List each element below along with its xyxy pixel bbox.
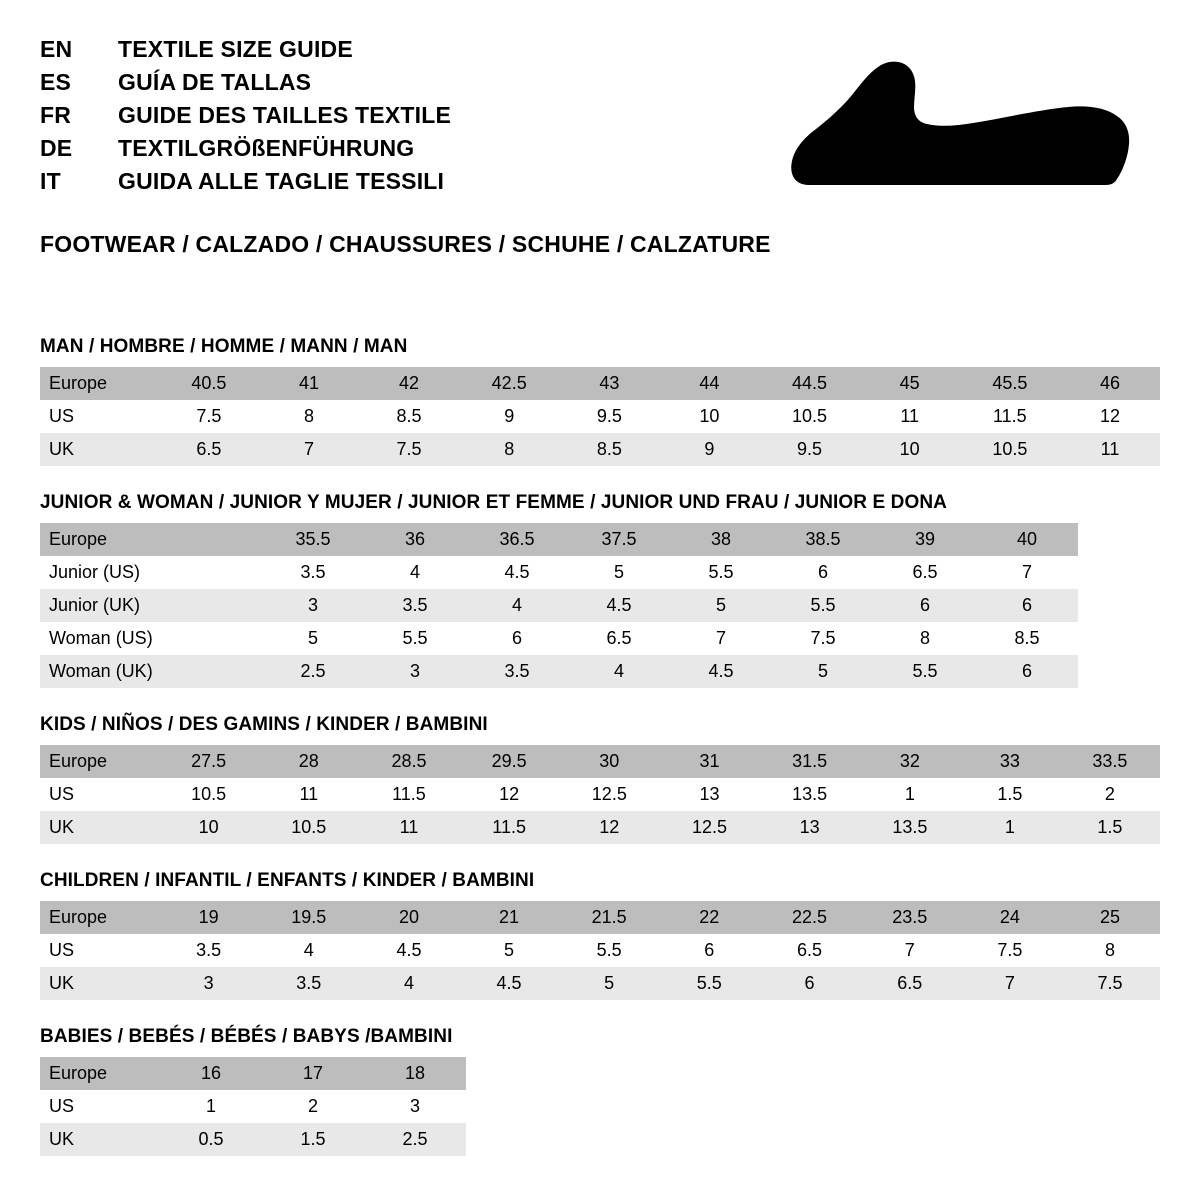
size-cell: 19 bbox=[159, 901, 259, 934]
size-cell: 13.5 bbox=[860, 811, 960, 844]
size-cell: 22.5 bbox=[759, 901, 859, 934]
size-cell: 11.5 bbox=[960, 400, 1060, 433]
size-cell: 33.5 bbox=[1060, 745, 1160, 778]
size-cell: 40.5 bbox=[159, 367, 259, 400]
size-cell: 2 bbox=[262, 1090, 364, 1123]
size-cell: 1.5 bbox=[960, 778, 1060, 811]
size-cell: 38.5 bbox=[772, 523, 874, 556]
size-table bbox=[40, 745, 1160, 844]
row-label: UK bbox=[40, 967, 159, 1000]
language-code: DE bbox=[40, 135, 73, 161]
size-cell: 1 bbox=[160, 1090, 262, 1123]
language-title: GUIDA ALLE TAGLIE TESSILI bbox=[118, 168, 445, 194]
size-cell: 1 bbox=[860, 778, 960, 811]
size-cell: 13 bbox=[760, 811, 860, 844]
size-cell: 3.5 bbox=[364, 589, 466, 622]
table-row bbox=[40, 934, 1160, 967]
size-cell: 31 bbox=[659, 745, 759, 778]
size-cell: 3 bbox=[262, 589, 364, 622]
table-row bbox=[40, 967, 1160, 1000]
size-cell: 3 bbox=[159, 967, 259, 1000]
size-cell bbox=[160, 523, 262, 556]
size-cell: 44 bbox=[659, 367, 759, 400]
row-label: US bbox=[40, 934, 159, 967]
size-cell: 37.5 bbox=[568, 523, 670, 556]
size-cell: 7.5 bbox=[772, 622, 874, 655]
size-cell: 11.5 bbox=[359, 778, 459, 811]
size-section-title: CHILDREN / INFANTIL / ENFANTS / KINDER / BAMBINI bbox=[40, 870, 535, 891]
size-cell: 7.5 bbox=[960, 934, 1060, 967]
size-cell: 10 bbox=[860, 433, 960, 466]
language-title-list bbox=[40, 36, 451, 201]
size-cell: 46 bbox=[1060, 367, 1160, 400]
size-cell: 43 bbox=[559, 367, 659, 400]
size-cell: 36.5 bbox=[466, 523, 568, 556]
size-cell: 10.5 bbox=[759, 400, 859, 433]
size-section-title: JUNIOR & WOMAN / JUNIOR Y MUJER / JUNIOR ET FEMME / JUNIOR UND FRAU / JUNIOR E DONA bbox=[40, 492, 948, 513]
size-cell: 31.5 bbox=[760, 745, 860, 778]
page-header bbox=[40, 36, 1160, 201]
size-cell: 40 bbox=[976, 523, 1078, 556]
table-row bbox=[40, 811, 1160, 844]
size-cell: 5.5 bbox=[659, 967, 759, 1000]
table-row bbox=[40, 589, 1078, 622]
size-cell: 4 bbox=[568, 655, 670, 688]
size-cell: 8.5 bbox=[359, 400, 459, 433]
row-label: Junior (UK) bbox=[40, 589, 160, 622]
size-cell: 19.5 bbox=[259, 901, 359, 934]
size-cell: 32 bbox=[860, 745, 960, 778]
size-cell: 23.5 bbox=[860, 901, 960, 934]
size-cell: 28.5 bbox=[359, 745, 459, 778]
language-title: GUÍA DE TALLAS bbox=[118, 69, 312, 95]
size-cell: 6.5 bbox=[759, 934, 859, 967]
size-cell: 10.5 bbox=[259, 811, 359, 844]
size-cell: 29.5 bbox=[459, 745, 559, 778]
size-cell: 7.5 bbox=[359, 433, 459, 466]
size-cell: 4.5 bbox=[459, 967, 559, 1000]
size-cell bbox=[160, 655, 262, 688]
size-cell: 6.5 bbox=[568, 622, 670, 655]
size-cell: 11 bbox=[259, 778, 359, 811]
size-cell: 20 bbox=[359, 901, 459, 934]
size-table bbox=[40, 523, 1078, 688]
row-label: Europe bbox=[40, 367, 159, 400]
size-cell: 2.5 bbox=[364, 1123, 466, 1156]
size-cell bbox=[160, 589, 262, 622]
size-tables-container bbox=[40, 336, 1160, 1156]
size-table bbox=[40, 367, 1160, 466]
table-row bbox=[40, 556, 1078, 589]
language-row bbox=[40, 36, 451, 69]
size-cell: 10.5 bbox=[159, 778, 259, 811]
size-cell: 8 bbox=[259, 400, 359, 433]
language-code: EN bbox=[40, 36, 73, 62]
size-cell: 4 bbox=[364, 556, 466, 589]
size-cell: 42.5 bbox=[459, 367, 559, 400]
row-label: US bbox=[40, 400, 159, 433]
size-cell: 9 bbox=[659, 433, 759, 466]
size-cell: 22 bbox=[659, 901, 759, 934]
size-cell: 45 bbox=[860, 367, 960, 400]
size-section bbox=[40, 714, 1160, 844]
size-cell: 45.5 bbox=[960, 367, 1060, 400]
size-cell: 11 bbox=[359, 811, 459, 844]
size-cell: 5.5 bbox=[874, 655, 976, 688]
size-cell: 5 bbox=[559, 967, 659, 1000]
language-title: TEXTILE SIZE GUIDE bbox=[118, 36, 353, 62]
size-cell: 25 bbox=[1060, 901, 1160, 934]
size-section bbox=[40, 1026, 1160, 1156]
size-cell: 12 bbox=[459, 778, 559, 811]
size-cell bbox=[160, 622, 262, 655]
size-cell: 16 bbox=[160, 1057, 262, 1090]
size-cell: 3 bbox=[364, 655, 466, 688]
size-cell: 4.5 bbox=[466, 556, 568, 589]
table-row bbox=[40, 655, 1078, 688]
size-cell: 10 bbox=[159, 811, 259, 844]
size-cell: 42 bbox=[359, 367, 459, 400]
size-cell: 6.5 bbox=[159, 433, 259, 466]
language-title: GUIDE DES TAILLES TEXTILE bbox=[118, 102, 451, 128]
size-cell: 6.5 bbox=[860, 967, 960, 1000]
size-cell: 0.5 bbox=[160, 1123, 262, 1156]
size-cell: 8.5 bbox=[559, 433, 659, 466]
size-section bbox=[40, 492, 1160, 688]
size-cell bbox=[160, 556, 262, 589]
row-label: Europe bbox=[40, 745, 159, 778]
size-cell: 33 bbox=[960, 745, 1060, 778]
size-section-title: MAN / HOMBRE / HOMME / MANN / MAN bbox=[40, 336, 408, 357]
category-line: FOOTWEAR / CALZADO / CHAUSSURES / SCHUHE / CALZATURE bbox=[40, 231, 771, 257]
size-cell: 4.5 bbox=[568, 589, 670, 622]
size-section-title: KIDS / NIÑOS / DES GAMINS / KINDER / BAMBINI bbox=[40, 714, 488, 735]
table-row bbox=[40, 745, 1160, 778]
size-cell: 13.5 bbox=[760, 778, 860, 811]
table-row bbox=[40, 523, 1078, 556]
size-cell: 10.5 bbox=[960, 433, 1060, 466]
size-cell: 6 bbox=[466, 622, 568, 655]
row-label: Europe bbox=[40, 1057, 160, 1090]
size-cell: 1.5 bbox=[1060, 811, 1160, 844]
row-label: UK bbox=[40, 811, 159, 844]
size-cell: 44.5 bbox=[759, 367, 859, 400]
size-cell: 21.5 bbox=[559, 901, 659, 934]
size-cell: 21 bbox=[459, 901, 559, 934]
size-cell: 11 bbox=[1060, 433, 1160, 466]
size-cell: 5.5 bbox=[559, 934, 659, 967]
size-cell: 8.5 bbox=[976, 622, 1078, 655]
language-code: IT bbox=[40, 168, 61, 194]
header-spacer bbox=[40, 258, 1160, 310]
size-cell: 7 bbox=[960, 967, 1060, 1000]
row-label: UK bbox=[40, 1123, 160, 1156]
size-cell: 6 bbox=[976, 655, 1078, 688]
size-table bbox=[40, 1057, 466, 1156]
table-row bbox=[40, 778, 1160, 811]
size-cell: 36 bbox=[364, 523, 466, 556]
size-table bbox=[40, 901, 1160, 1000]
table-row bbox=[40, 1090, 466, 1123]
size-cell: 9.5 bbox=[559, 400, 659, 433]
row-label: Europe bbox=[40, 523, 160, 556]
size-cell: 6 bbox=[772, 556, 874, 589]
size-cell: 13 bbox=[659, 778, 759, 811]
size-cell: 1.5 bbox=[262, 1123, 364, 1156]
row-label: Europe bbox=[40, 901, 159, 934]
size-cell: 5 bbox=[670, 589, 772, 622]
size-cell: 5 bbox=[568, 556, 670, 589]
size-cell: 3.5 bbox=[259, 967, 359, 1000]
size-cell: 4 bbox=[466, 589, 568, 622]
size-cell: 38 bbox=[670, 523, 772, 556]
language-title: TEXTILGRÖßENFÜHRUNG bbox=[118, 135, 415, 161]
size-cell: 6 bbox=[976, 589, 1078, 622]
size-cell: 12 bbox=[559, 811, 659, 844]
language-row bbox=[40, 102, 451, 135]
size-cell: 8 bbox=[459, 433, 559, 466]
size-cell: 2.5 bbox=[262, 655, 364, 688]
size-cell: 5.5 bbox=[772, 589, 874, 622]
size-cell: 5 bbox=[459, 934, 559, 967]
language-row bbox=[40, 168, 451, 201]
size-cell: 11.5 bbox=[459, 811, 559, 844]
dress-shoe-icon bbox=[780, 60, 1140, 190]
size-cell: 9 bbox=[459, 400, 559, 433]
size-cell: 9.5 bbox=[759, 433, 859, 466]
table-row bbox=[40, 433, 1160, 466]
size-cell: 17 bbox=[262, 1057, 364, 1090]
table-row bbox=[40, 901, 1160, 934]
size-cell: 3.5 bbox=[466, 655, 568, 688]
size-cell: 7.5 bbox=[1060, 967, 1160, 1000]
size-cell: 4.5 bbox=[670, 655, 772, 688]
size-cell: 7 bbox=[259, 433, 359, 466]
size-cell: 30 bbox=[559, 745, 659, 778]
size-cell: 12.5 bbox=[559, 778, 659, 811]
size-cell: 12 bbox=[1060, 400, 1160, 433]
table-row bbox=[40, 1057, 466, 1090]
size-cell: 24 bbox=[960, 901, 1060, 934]
size-cell: 6 bbox=[759, 967, 859, 1000]
table-row bbox=[40, 1123, 466, 1156]
size-cell: 7 bbox=[670, 622, 772, 655]
size-cell: 35.5 bbox=[262, 523, 364, 556]
size-cell: 7.5 bbox=[159, 400, 259, 433]
size-cell: 6 bbox=[874, 589, 976, 622]
size-section bbox=[40, 870, 1160, 1000]
size-cell: 3.5 bbox=[262, 556, 364, 589]
table-row bbox=[40, 400, 1160, 433]
size-cell: 11 bbox=[860, 400, 960, 433]
size-cell: 4 bbox=[359, 967, 459, 1000]
size-cell: 28 bbox=[259, 745, 359, 778]
table-row bbox=[40, 622, 1078, 655]
size-cell: 3 bbox=[364, 1090, 466, 1123]
row-label: US bbox=[40, 778, 159, 811]
size-cell: 3.5 bbox=[159, 934, 259, 967]
size-cell: 7 bbox=[976, 556, 1078, 589]
size-cell: 39 bbox=[874, 523, 976, 556]
row-label: Junior (US) bbox=[40, 556, 160, 589]
size-cell: 6.5 bbox=[874, 556, 976, 589]
size-cell: 7 bbox=[860, 934, 960, 967]
size-cell: 27.5 bbox=[159, 745, 259, 778]
size-cell: 5.5 bbox=[364, 622, 466, 655]
size-cell: 5.5 bbox=[670, 556, 772, 589]
size-cell: 8 bbox=[1060, 934, 1160, 967]
size-cell: 10 bbox=[659, 400, 759, 433]
size-cell: 8 bbox=[874, 622, 976, 655]
language-row bbox=[40, 135, 451, 168]
language-row bbox=[40, 69, 451, 102]
size-cell: 4.5 bbox=[359, 934, 459, 967]
row-label: US bbox=[40, 1090, 160, 1123]
size-section-title: BABIES / BEBÉS / BÉBÉS / BABYS /BAMBINI bbox=[40, 1026, 453, 1047]
size-cell: 5 bbox=[262, 622, 364, 655]
row-label: Woman (UK) bbox=[40, 655, 160, 688]
size-cell: 1 bbox=[960, 811, 1060, 844]
size-cell: 2 bbox=[1060, 778, 1160, 811]
size-cell: 12.5 bbox=[659, 811, 759, 844]
size-cell: 4 bbox=[259, 934, 359, 967]
size-cell: 18 bbox=[364, 1057, 466, 1090]
language-code: ES bbox=[40, 69, 72, 95]
size-cell: 41 bbox=[259, 367, 359, 400]
size-section bbox=[40, 336, 1160, 466]
size-cell: 5 bbox=[772, 655, 874, 688]
row-label: Woman (US) bbox=[40, 622, 160, 655]
table-row bbox=[40, 367, 1160, 400]
language-code: FR bbox=[40, 102, 72, 128]
size-cell: 6 bbox=[659, 934, 759, 967]
row-label: UK bbox=[40, 433, 159, 466]
